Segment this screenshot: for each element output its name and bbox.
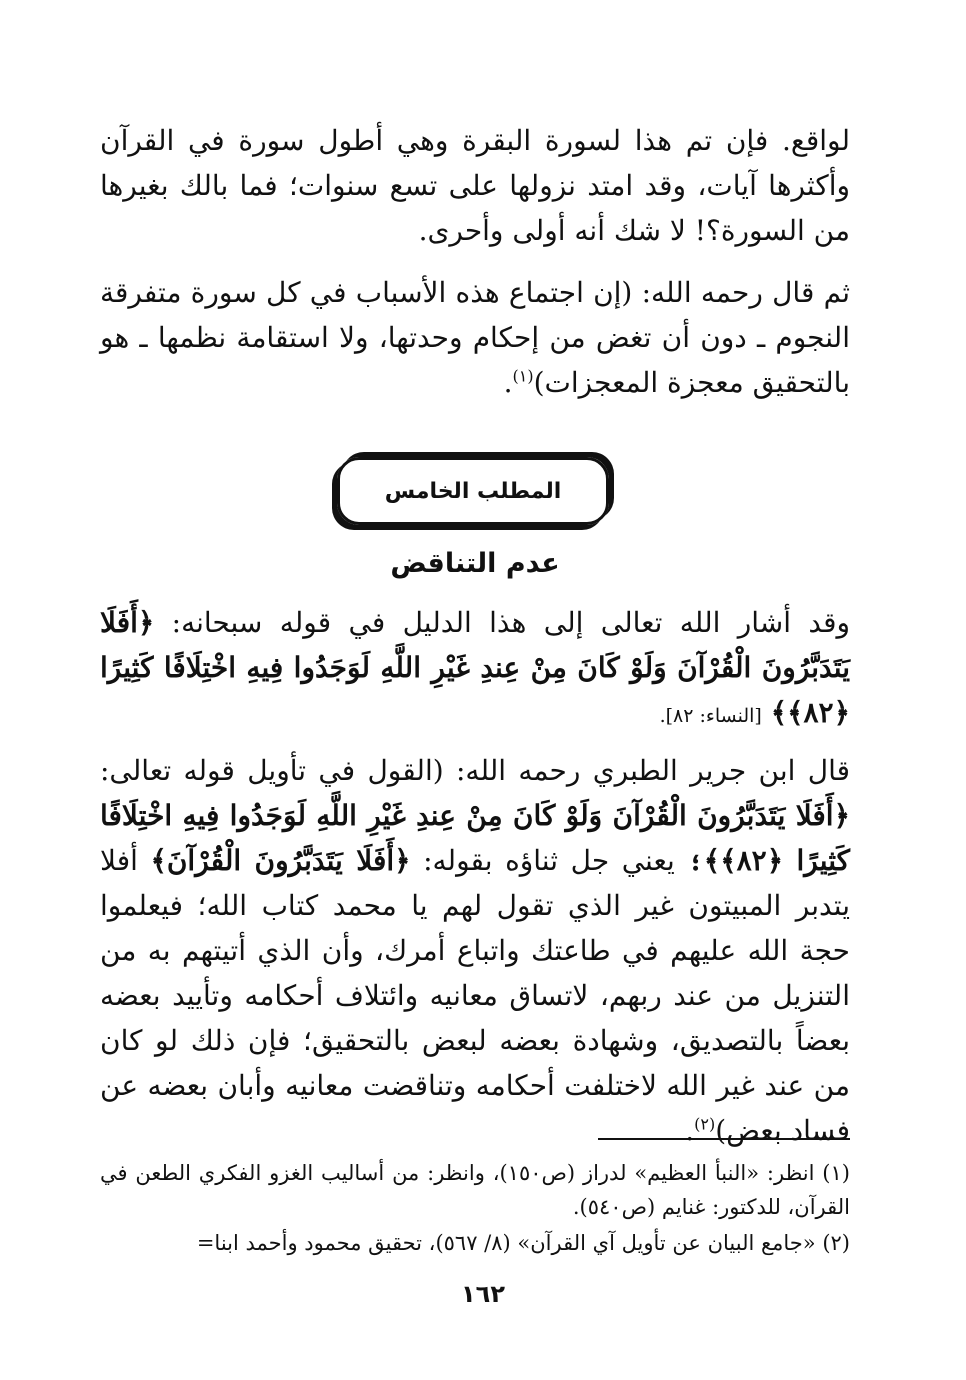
footnote-ref-2: (٢) [694, 1114, 716, 1134]
quran-verse-3: ﴿أَفَلَا يَتَدَبَّرُونَ الْقُرْآنَ﴾ [150, 844, 411, 877]
paragraph-2-text: ثم قال رحمه الله: (إن اجتماع هذه الأسباب في كل سورة متفرقة النجوم ـ دون أن تغض من إحكام وحدتها، ولا استقامة نظمها ـ هو بالتحقيق معجزة المعجزات) [100, 276, 850, 399]
footnote-2: (٢) «جامع البيان عن تأويل آي القرآن» (٨/ ٥٦٧)، تحقيق محمود وأحمد ابنا= [196, 1231, 850, 1255]
paragraph-1-text: لواقع. فإن تم هذا لسورة البقرة وهي أطول سورة في القرآن وأكثرها آيات، وقد امتد نزولها على تسع سنوات؛ فما بالك بغيرها من السورة؟! لا شك أنه أولى وأحرى. [100, 124, 850, 247]
paragraph-2-end: . [503, 366, 513, 399]
paragraph-4-intro: قال ابن جرير الطبري رحمه الله: (القول في تأويل قوله تعالى: [100, 754, 850, 787]
section-title: عدم التناقض [390, 548, 560, 579]
footnote-divider [598, 1138, 850, 1140]
section-label: المطلب الخامس [384, 478, 562, 504]
paragraph-4-mid: يعني جل ثناؤه بقوله: [423, 844, 675, 877]
page-number: ١٦٢ [461, 1280, 505, 1308]
paragraph-4-end: . [685, 1114, 695, 1147]
quran-verse-1: ﴿أَفَلَا يَتَدَبَّرُونَ الْقُرْآنَ وَلَوْ كَانَ مِنْ عِندِ غَيْرِ اللَّهِ لَوَجَدُوا فِيهِ اخْتِلَافًا كَثِيرًا ﴿٨٢﴾﴾ [100, 606, 850, 729]
paragraph-3-intro: وقد أشار الله تعالى إلى هذا الدليل في قوله سبحانه: [171, 606, 850, 639]
section-label-box [337, 457, 609, 525]
paragraph-1 [100, 118, 850, 253]
footnote-ref-1: (١) [512, 366, 534, 386]
paragraph-2 [100, 270, 850, 405]
footnote-1: (١) انظر: «النبأ العظيم» لدراز (ص١٥٠)، وانظر: من أساليب الغزو الفكري الطعن في القرآن، للدكتور: غنايم (ص٥٤٠). [100, 1161, 850, 1219]
quran-verse-2: ﴿أَفَلَا يَتَدَبَّرُونَ الْقُرْآنَ وَلَوْ كَانَ مِنْ عِندِ غَيْرِ اللَّهِ لَوَجَدُوا فِيهِ اخْتِلَافًا كَثِيرًا ﴿٨٢﴾﴾؛ [100, 799, 850, 877]
paragraph-4-rest: أفلا يتدبر المبيتون غير الذي تقول لهم يا محمد كتاب الله؛ فيعلموا حجة الله عليهم في طاعتك واتباع أمرك، وأن الذي أتيتهم به من التنزيل من عند ربهم، لاتساق معانيه وائتلاف أحكامه وتأييد بعضه بعضاً بالتصديق، وشهادة بعضه لبعض بالتحقيق؛ فإن ذلك لو كان من عند غير الله لاختلفت أحكامه وتناقضت معانيه وأبان بعضه عن فساد بعض) [100, 844, 850, 1147]
paragraph-4 [100, 748, 850, 1153]
verse-citation: [النساء: ٨٢]. [659, 705, 762, 727]
paragraph-3 [100, 600, 850, 739]
